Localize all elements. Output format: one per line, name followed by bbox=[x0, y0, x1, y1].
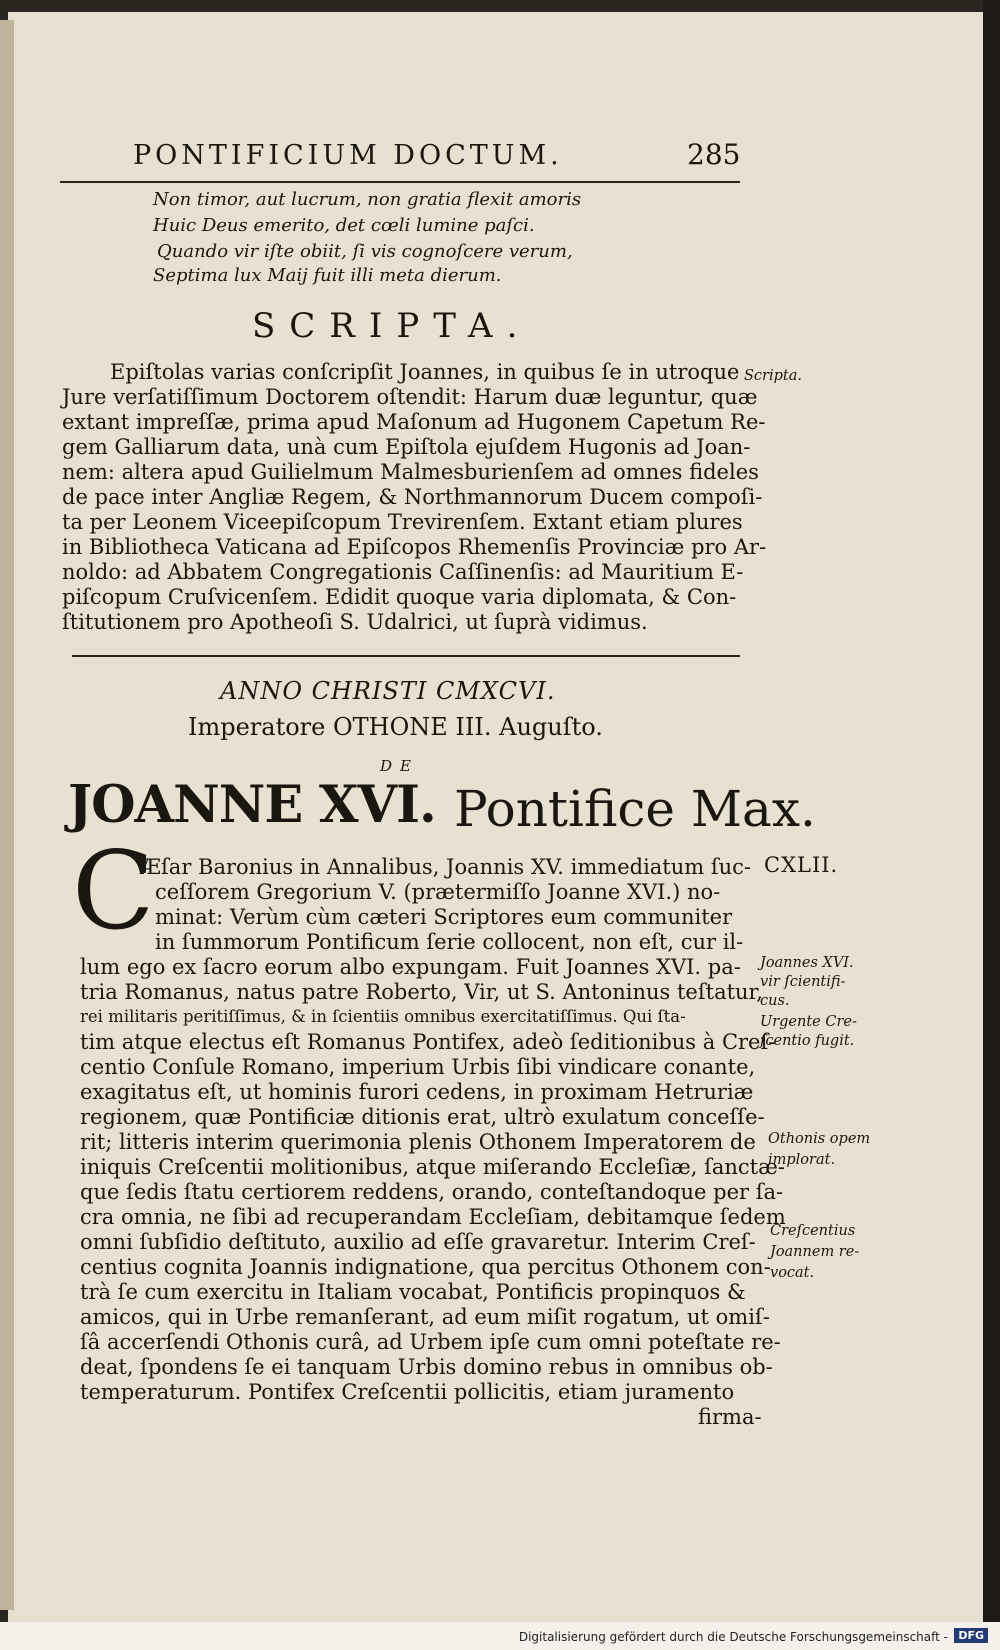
section-rule bbox=[72, 655, 740, 657]
margin-note: ſcentio fugit. bbox=[760, 1033, 855, 1049]
text-line: Epiſtolas varias conſcripſit Joannes, in quibus ſe in utroque bbox=[110, 360, 740, 384]
de-heading: DE bbox=[380, 757, 419, 775]
margin-note: implorat. bbox=[768, 1152, 836, 1168]
text-line: tim atque electus eſt Romanus Pontifex, adeò ſeditionibus à Creſ- bbox=[80, 1030, 776, 1054]
text-line: minat: Verùm cùm cæteri Scriptores eum communiter bbox=[155, 905, 733, 929]
margin-note: Joannem re- bbox=[770, 1244, 860, 1260]
running-header: PONTIFICIUM DOCTUM. bbox=[133, 140, 563, 171]
margin-note: cus. bbox=[760, 993, 790, 1009]
text-line: iniquis Creſcentii molitionibus, atque miſerando Eccleſiæ, ſanctæ- bbox=[80, 1155, 785, 1179]
drop-cap: C bbox=[72, 829, 155, 954]
pope-title: JOANNE XVI. bbox=[68, 775, 436, 835]
text-line: Jure verſatiſſimum Doctorem oſtendit: Harum duæ leguntur, quæ bbox=[62, 385, 758, 409]
text-line: deat, ſpondens ſe ei tanquam Urbis domino rebus in omnibus ob- bbox=[80, 1355, 773, 1379]
text-line: exagitatus eſt, ut hominis furori cedens, in proximam Hetruriæ bbox=[80, 1080, 754, 1104]
verse-line: Huic Deus emerito, det cœli lumine paſci. bbox=[153, 215, 535, 236]
text-line: piſcopum Cruſvicenſem. Edidit quoque varia diplomata, & Con- bbox=[62, 585, 737, 609]
verse-line: Non timor, aut lucrum, non gratia flexit amoris bbox=[153, 189, 582, 210]
text-line: in ſummorum Pontificum ſerie collocent, non eſt, cur il- bbox=[155, 930, 744, 954]
section-title: SCRIPTA. bbox=[252, 306, 532, 346]
margin-note: Urgente Cre- bbox=[760, 1014, 857, 1030]
pope-subtitle: Pontifice Max. bbox=[454, 780, 816, 838]
text-line: in Bibliotheca Vaticana ad Epiſcopos Rhemenſis Provinciæ pro Ar- bbox=[62, 535, 767, 559]
text-line: rei militaris peritiſſimus, & in ſcientiis omnibus exercitatiſſimus. Qui ſta- bbox=[80, 1007, 686, 1026]
text-line: amicos, qui in Urbe remanſerant, ad eum miſit rogatum, ut omiſ- bbox=[80, 1305, 770, 1329]
page-number: 285 bbox=[687, 138, 741, 171]
text-line: ſtitutionem pro Apotheoſi S. Udalrici, ut ſuprà vidimus. bbox=[62, 610, 648, 634]
margin-note: vocat. bbox=[770, 1265, 815, 1281]
text-line: tria Romanus, natus patre Roberto, Vir, ut S. Antoninus teſtatur, bbox=[80, 980, 763, 1004]
text-line: regionem, quæ Pontificiæ ditionis erat, ultrò exulatum conceſſe- bbox=[80, 1105, 765, 1129]
text-line: que ſedis ſtatu certiorem reddens, orando, conteſtandoque per ſa- bbox=[80, 1180, 784, 1204]
text-line: extant impreſſæ, prima apud Maſonum ad Hugonem Capetum Re- bbox=[62, 410, 766, 434]
text-line: nem: altera apud Guilielmum Malmesburienſem ad omnes fideles bbox=[62, 460, 759, 484]
text-line: Æſar Baronius in Annalibus, Joannis XV. immediatum ſuc- bbox=[140, 855, 752, 879]
dfg-logo: DFG bbox=[954, 1628, 988, 1643]
text-line: ſâ accerſendi Othonis curâ, ad Urbem ipſe cum omni poteſtate re- bbox=[80, 1330, 781, 1354]
text-line: omni ſubſidio deſtituto, auxilio ad eſſe gravaretur. Interim Creſ- bbox=[80, 1230, 756, 1254]
header-rule bbox=[60, 181, 740, 183]
text-line: gem Galliarum data, unà cum Epiſtola ejuſdem Hugonis ad Joan- bbox=[62, 435, 751, 459]
text-line: ta per Leonem Viceepiſcopum Trevirenſem. Extant etiam plures bbox=[62, 510, 743, 534]
margin-note: vir ſcientifi- bbox=[760, 974, 846, 990]
text-line: ceſſorem Gregorium V. (prætermiſſo Joanne XVI.) no- bbox=[155, 880, 721, 904]
margin-note: Othonis opem bbox=[768, 1131, 871, 1147]
year-heading: ANNO CHRISTI CMXCVI. bbox=[220, 677, 556, 705]
margin-note: Creſcentius bbox=[770, 1223, 856, 1239]
emperor-heading: Imperatore OTHONE III. Auguſto. bbox=[188, 713, 603, 741]
text-line: centio Conſule Romano, imperium Urbis ſibi vindicare conante, bbox=[80, 1055, 756, 1079]
margin-numeral: CXLII. bbox=[764, 853, 839, 877]
text-line: trà ſe cum exercitu in Italiam vocabat, Pontificis propinquos & bbox=[80, 1280, 746, 1304]
text-line: temperaturum. Pontifex Creſcentii pollicitis, etiam juramento bbox=[80, 1380, 735, 1404]
facing-page-edge bbox=[0, 20, 14, 1610]
verse-line: Quando vir iſte obiit, ſi vis cognoſcere verum, bbox=[157, 241, 573, 262]
verse-line: Septima lux Maij fuit illi meta dierum. bbox=[153, 265, 502, 286]
margin-note: Joannes XVI. bbox=[760, 955, 854, 971]
text-line: de pace inter Angliæ Regem, & Northmannorum Ducem compoſi- bbox=[62, 485, 763, 509]
text-line: rit; litteris interim querimonia plenis Othonem Imperatorem de bbox=[80, 1130, 756, 1154]
text-line: cra omnia, ne ſibi ad recuperandam Eccleſiam, debitamque ſedem bbox=[80, 1205, 786, 1229]
text-line: noldo: ad Abbatem Congregationis Caſſinenſis: ad Mauritium E- bbox=[62, 560, 744, 584]
text-line: lum ego ex ſacro eorum albo expungam. Fuit Joannes XVI. pa- bbox=[80, 955, 741, 979]
scan-border bbox=[983, 0, 1000, 1650]
footer-credit: Digitalisierung gefördert durch die Deutsche Forschungsgemeinschaft - bbox=[518, 1630, 948, 1644]
text-line: centius cognita Joannis indignatione, qua percitus Othonem con- bbox=[80, 1255, 771, 1279]
margin-note-scripta: Scripta. bbox=[744, 368, 802, 384]
catchword: firma- bbox=[698, 1405, 762, 1429]
